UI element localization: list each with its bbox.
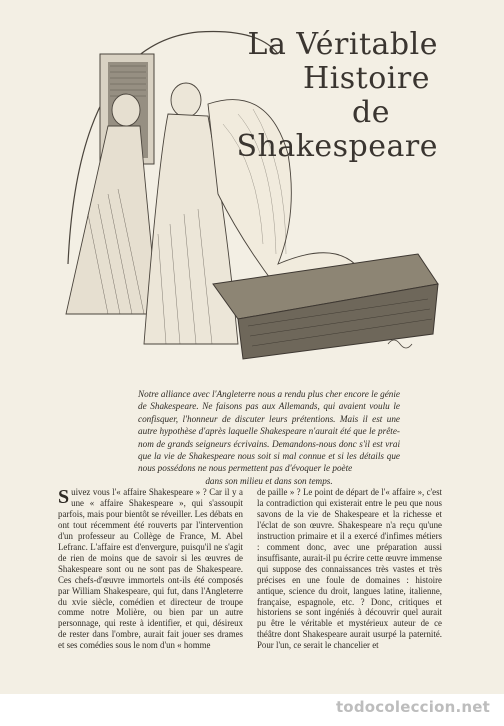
- drop-cap: S: [58, 487, 70, 508]
- watermark-text: todocoleccion.net: [335, 698, 490, 716]
- title-line-2: Histoire: [303, 61, 430, 96]
- article-body: [58, 487, 442, 683]
- body-paragraph-2: de paille » ? Le point de départ de l'« affaire », c'est la contradiction qui existerait entre le peu que nous savons de la vie de Shakespeare et la richesse et l'éclat de son œuvre. Shakespeare n'a reçu qu'une instruction primaire et il a exercé d'infimes métiers : comment donc, avec une préparation aussi insuffisante, aurait-il pu écrire cette œuvre immense qui suppose des connaissances très vastes et très précises en une foule de domaines : histoire antique, science du droit, langues latine, italienne, française, espagnole, etc. ? Donc, critiques et historiens se sont ingéniés à découvrir quel aurait pu être le véritable et mystérieux auteur de ce théâtre dont Shakespeare aurait usurpé la paternité. Pour l'un, ce serait le chancelier et: [257, 487, 442, 651]
- intro-text: Notre alliance avec l'Angleterre nous a rendu plus cher encore le génie de Shakespeare. Ne faisons pas aux Allemands, qui avaient voulu le confisquer, l'honneur de discuter leurs prétentions. Mais il est une autre hypothèse d'après laquelle Shakespeare n'aurait été que le prête-nom de grands seigneurs écrivains. Demandons-nous donc s'il est vrai que la vie de Shakespeare nous soit si mal connue et si les détails que nous possédons ne nous permettent pas d'évoquer le poète: [138, 389, 400, 474]
- watermark-bar: [0, 694, 504, 726]
- column-1-text: uivez vous l'« affaire Shakespeare » ? Car il y a une « affaire Shakespeare », qui s'assoupit parfois, mais pour bientôt se réveiller. Les débats en ont tout récemment été rouverts par l'intervention d'un professeur au Collège de France, M. Abel Lefranc. L'affaire est d'envergure, puisqu'il ne s'agit de rien de moins que de savoir si les œuvres de Shakespeare sont ou ne sont pas de Shakespeare. Ces chefs-d'œuvre immortels ont-ils été composés par William Shakespeare, qui fut, dans l'Angleterre du xvie siècle, comédien et directeur de troupe comme notre Molière, ou bien par un autre personnage, qui reste à identifier, et qui, désireux de rester dans l'ombre, aurait fait jouer ses drames et ses comédies sous le nom d'un « homme: [58, 487, 243, 651]
- article-title: [228, 27, 438, 164]
- title-line-3: de: [352, 95, 390, 130]
- title-line-1: La Véritable: [247, 27, 438, 62]
- intro-paragraph: [138, 388, 400, 487]
- intro-ending: dans son milieu et dans son temps.: [205, 475, 333, 486]
- body-column-2: [257, 487, 442, 683]
- title-line-4: Shakespeare: [236, 129, 438, 164]
- body-paragraph-1: [58, 487, 243, 651]
- body-column-1: [58, 487, 243, 683]
